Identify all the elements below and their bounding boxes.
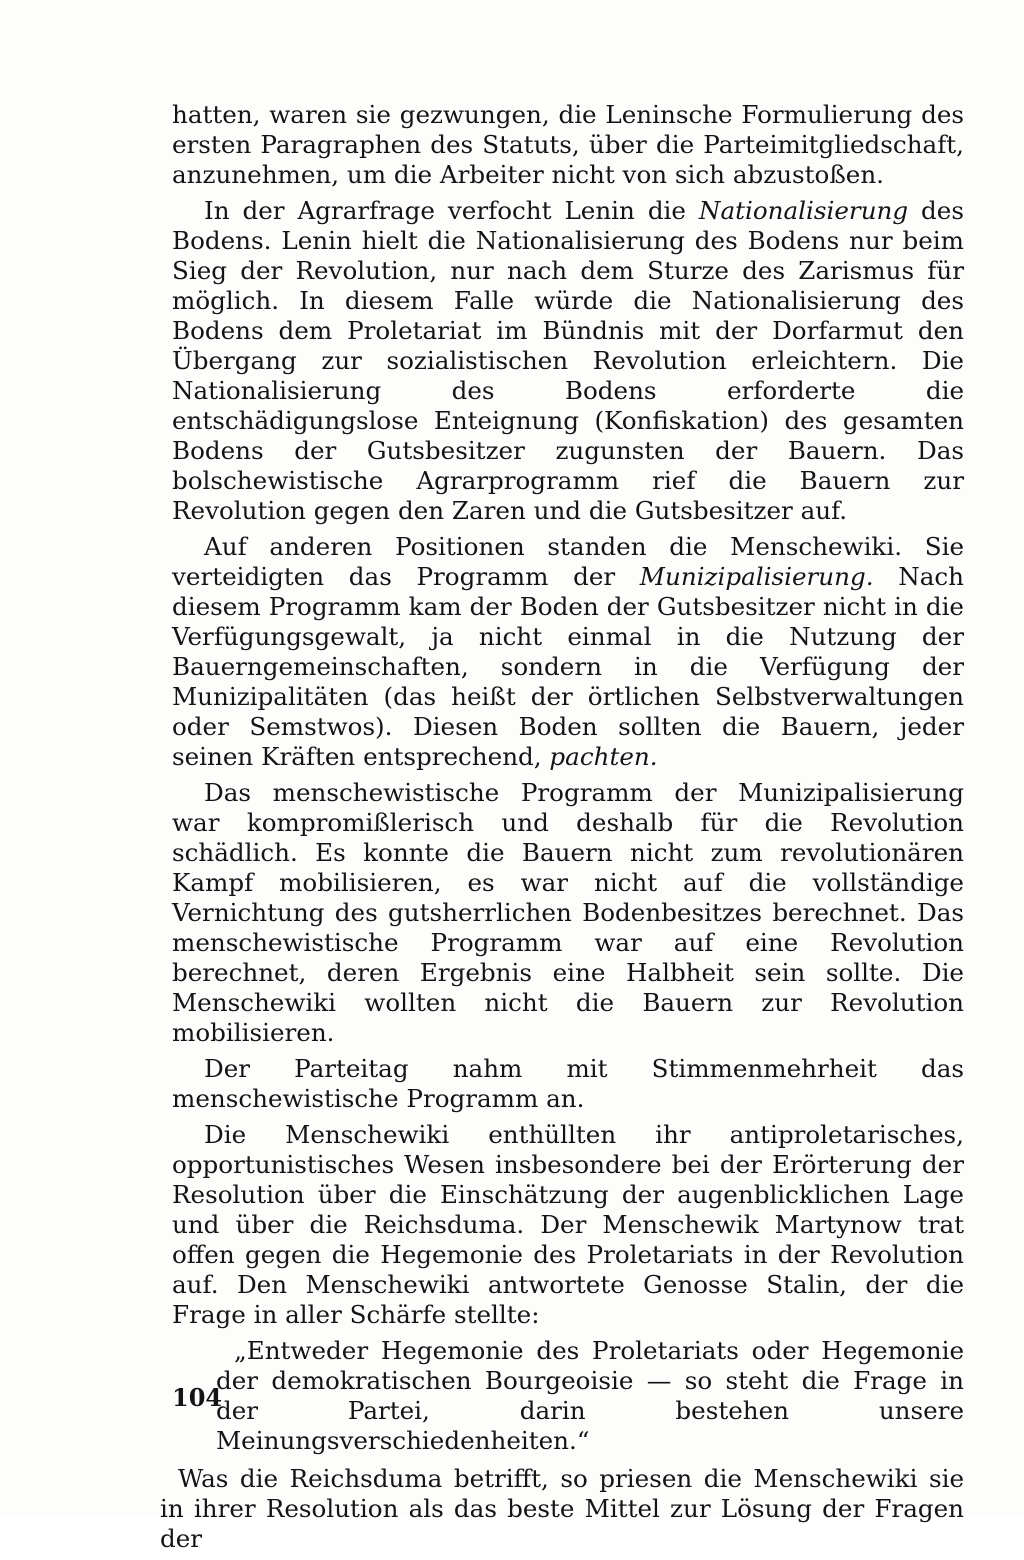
- paragraph-7: Was die Reichsduma betrifft, so priesen die Menschewiki sie in ihrer Resolution als das beste Mittel zur Lösung der Fragen der: [160, 1464, 964, 1553]
- paragraph-3: Auf anderen Positionen standen die Menschewiki. Sie verteidigten das Programm der Munizipalisierung. Nach diesem Programm kam der Boden der Gutsbesitzer nicht in die Verfügungsgewalt, ja nicht einmal in die Nutzung der Bauerngemeinschaften, sondern in die Verfügung der Munizipalitäten (das heißt der örtlichen Selbstverwaltungen oder Semstwos). Diesen Boden sollten die Bauern, jeder seinen Kräften entsprechend, pachten.: [172, 532, 964, 771]
- paragraph-5: Der Parteitag nahm mit Stimmenmehrheit das menschewistische Programm an.: [172, 1054, 964, 1113]
- block-quote: „Entweder Hegemonie des Proletariats oder Hegemonie der demokratischen Bourgeoisie — so steht die Frage in der Partei, darin bestehen unsere Meinungsverschiedenheiten.“: [216, 1336, 964, 1455]
- paragraph-6: Die Menschewiki enthüllten ihr antiproletarisches, opportunistisches Wesen insbesondere bei der Erörterung der Resolution über die Einschätzung der augenblicklichen Lage und über die Reichsduma. Der Menschewik Martynow trat offen gegen die Hegemonie des Proletariats in der Revolution auf. Den Menschewiki antwortete Genosse Stalin, der die Frage in aller Schärfe stellte:: [172, 1120, 964, 1329]
- paragraph-1: hatten, waren sie gezwungen, die Leninsche Formulierung des ersten Paragraphen des Statuts, über die Parteimitgliedschaft, anzunehmen, um die Arbeiter nicht von sich abzustoßen.: [172, 100, 964, 189]
- paragraph-2: In der Agrarfrage verfocht Lenin die Nationalisierung des Bodens. Lenin hielt die Nationalisierung des Bodens nur beim Sieg der Revolution, nur nach dem Sturze des Zarismus für möglich. In diesem Falle würde die Nationalisierung des Bodens dem Proletariat im Bündnis mit der Dorfarmut den Übergang zur sozialistischen Revolution erleichtern. Die Nationalisierung des Bodens erforderte die entschädigungslose Enteignung (Konfiskation) des gesamten Bodens der Gutsbesitzer zugunsten der Bauern. Das bolschewistische Agrarprogramm rief die Bauern zur Revolution gegen den Zaren und die Gutsbesitzer auf.: [172, 196, 964, 525]
- paragraph-4: Das menschewistische Programm der Munizipalisierung war kompromißlerisch und deshalb für die Revolution schädlich. Es konnte die Bauern nicht zum revolutionären Kampf mobilisieren, es war nicht auf die vollständige Vernichtung des gutsherrlichen Bodenbesitzes berechnet. Das menschewistische Programm war auf eine Revolution berechnet, deren Ergebnis eine Halbheit sein sollte. Die Menschewiki wollten nicht die Bauern zur Revolution mobilisieren.: [172, 778, 964, 1047]
- page-number: 104: [172, 1383, 223, 1412]
- body-text: [160, 100, 964, 1560]
